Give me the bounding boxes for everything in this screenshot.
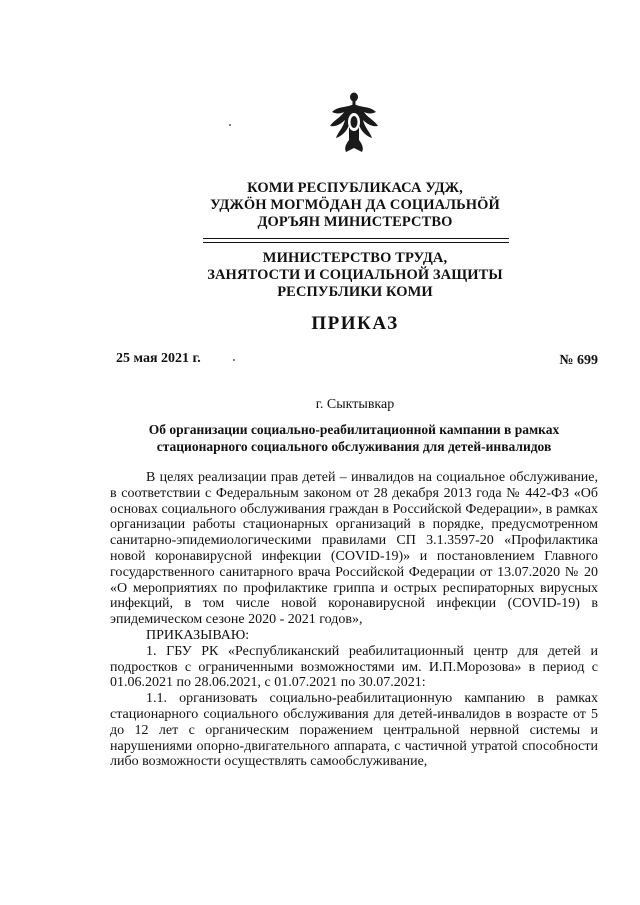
order-item-1: 1. ГБУ РК «Республиканский реабилитационный центр для детей и подростков с ограниченными возможностями им. И.П.Морозова» в период с 01.06.2021 по 28.06.2021, с 01.07.2021 по 30.07.2021:: [110, 643, 598, 691]
header-line: УДЖӦН МОГМӦДАН ДА СОЦИАЛЬНӦЙ: [210, 197, 500, 213]
preamble-paragraph: В целях реализации прав детей – инвалидов на социальное обслуживание, в соответствии с Федеральным законом от 28 декабря 2013 года № 442-ФЗ «Об основах социального обслуживания граждан в Российской Федерации», в рамках организации работы стационарных организаций в порядке, предусмотренном санитарно-эпидемиологическими правилами СП 3.1.3597-20 «Профилактика новой коронавирусной инфекции (COVID-19)» и постановлением Главного государственного санитарного врача Российской Федерации от 13.07.2020 № 20 «О мероприятиях по профилактике гриппа и острых респираторных вирусных инфекций, в том числе новой коронавирусной инфекции (COVID-19) в эпидемическом сезоне 2020 - 2021 годов»,: [110, 470, 598, 628]
order-word: ПРИКАЗЫВАЮ:: [146, 627, 250, 643]
header-line: ДОРЪЯН МИНИСТЕРСТВО: [257, 214, 453, 230]
document-body: [110, 470, 598, 770]
header-divider: [203, 242, 509, 243]
ministry-name-komi: [150, 180, 560, 231]
header-line: МИНИСТЕРСТВО ТРУДА,: [262, 250, 448, 266]
header-line: ЗАНЯТОСТИ И СОЦИАЛЬНОЙ ЗАЩИТЫ: [207, 267, 503, 283]
header-divider: [203, 238, 509, 239]
document-type-title: ПРИКАЗ: [311, 313, 399, 334]
subject-line: Об организации социально-реабилитационной кампании в рамках: [148, 422, 560, 437]
subject-line: стационарного социального обслуживания для детей-инвалидов: [156, 439, 552, 454]
document-date: 25 мая 2021 г.: [116, 351, 201, 366]
document-city: г. Сыктывкар: [315, 397, 395, 412]
header-line: РЕСПУБЛИКИ КОМИ: [277, 284, 433, 300]
scan-speck: [229, 124, 231, 126]
ministry-name-russian: [150, 250, 560, 301]
order-item-1-1: 1.1. организовать социально-реабилитационную кампанию в рамках стационарного социального обслуживания для детей-инвалидов в возрасте от 5 до 12 лет с органическим поражением центральной нервной системы и нарушениями опорно-двигательного аппарата, с частичной утратой способности либо возможности осуществлять самообслуживание,: [110, 691, 598, 770]
header-line: КОМИ РЕСПУБЛИКАСА УДЖ,: [247, 180, 463, 196]
komi-coat-of-arms-icon: [326, 90, 382, 156]
scan-speck: [233, 359, 235, 361]
document-subject: [110, 421, 598, 455]
document-number: № 699: [559, 353, 598, 368]
